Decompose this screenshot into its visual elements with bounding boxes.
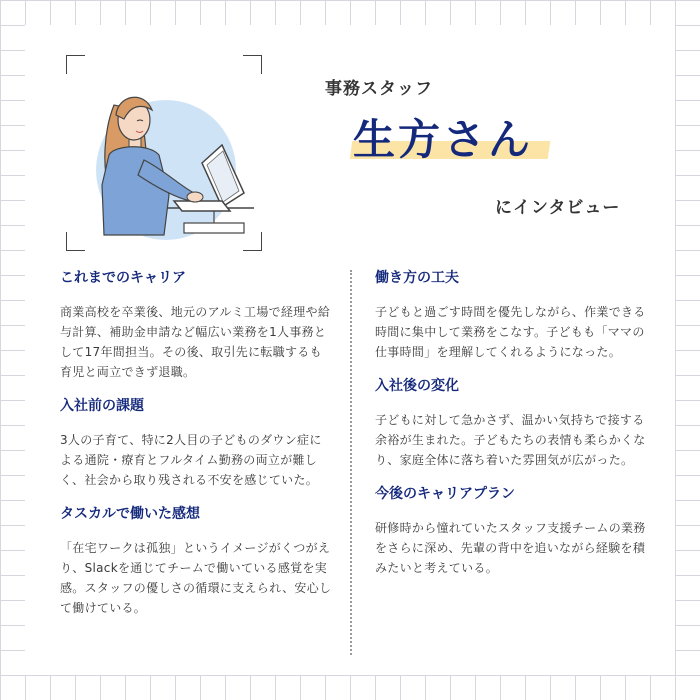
career-plan-section xyxy=(375,484,647,578)
work-style-section xyxy=(375,268,647,362)
role-label: 事務スタッフ xyxy=(325,79,433,99)
left-column xyxy=(60,268,332,632)
section-title: これまでのキャリア xyxy=(60,270,186,286)
right-column xyxy=(375,268,647,592)
woman-at-laptop-illustration xyxy=(74,75,254,245)
section-body: 3人の子育て、特に2人目の子どものダウン症による通院・療育とフルタイム勤務の両立が難しく、社会から取り残される不安を感じていた。 xyxy=(60,433,322,487)
impressions-section xyxy=(60,504,332,618)
name-heading-wrapper xyxy=(353,107,553,167)
person-name: 生方さん xyxy=(353,115,534,164)
interview-card xyxy=(25,25,675,675)
column-divider xyxy=(350,270,352,655)
section-title: タスカルで働いた感想 xyxy=(60,506,200,522)
section-body: 「在宅ワークは孤独」というイメージがくつがえり、Slackを通じてチームで働いている感覚を実感。スタッフの優しさの循環に支えられ、安心して働けている。 xyxy=(60,541,332,615)
changes-section xyxy=(375,376,647,470)
frame-corner xyxy=(66,55,85,74)
career-section xyxy=(60,268,332,382)
section-body: 商業高校を卒業後、地元のアルミ工場で経理や給与計算、補助金申請など幅広い業務を1人事務として17年間担当。その後、取引先に転職するも育児と両立できず退職。 xyxy=(60,305,331,379)
section-title: 今後のキャリアプラン xyxy=(375,486,515,502)
illustration-frame xyxy=(66,55,262,251)
section-body: 子どもと過ごす時間を優先しながら、作業できる時間に集中して業務をこなす。子どもも「ママの仕事時間」を理解してくれるようになった。 xyxy=(375,305,646,359)
section-body: 研修時から憧れていたスタッフ支援チームの業務をさらに深め、先輩の背中を追いながら経験を積みたいと考えている。 xyxy=(375,521,646,575)
section-title: 入社前の課題 xyxy=(60,398,144,414)
frame-corner xyxy=(243,55,262,74)
section-body: 子どもに対して急かさず、温かい気持ちで接する余裕が生まれた。子どもたちの表情も柔らかくなり、家庭全体に落ち着いた雰囲気が広がった。 xyxy=(375,413,646,467)
challenges-section xyxy=(60,396,332,490)
section-title: 働き方の工夫 xyxy=(375,270,459,286)
interview-subtitle: にインタビュー xyxy=(495,198,621,218)
section-title: 入社後の変化 xyxy=(375,378,459,394)
